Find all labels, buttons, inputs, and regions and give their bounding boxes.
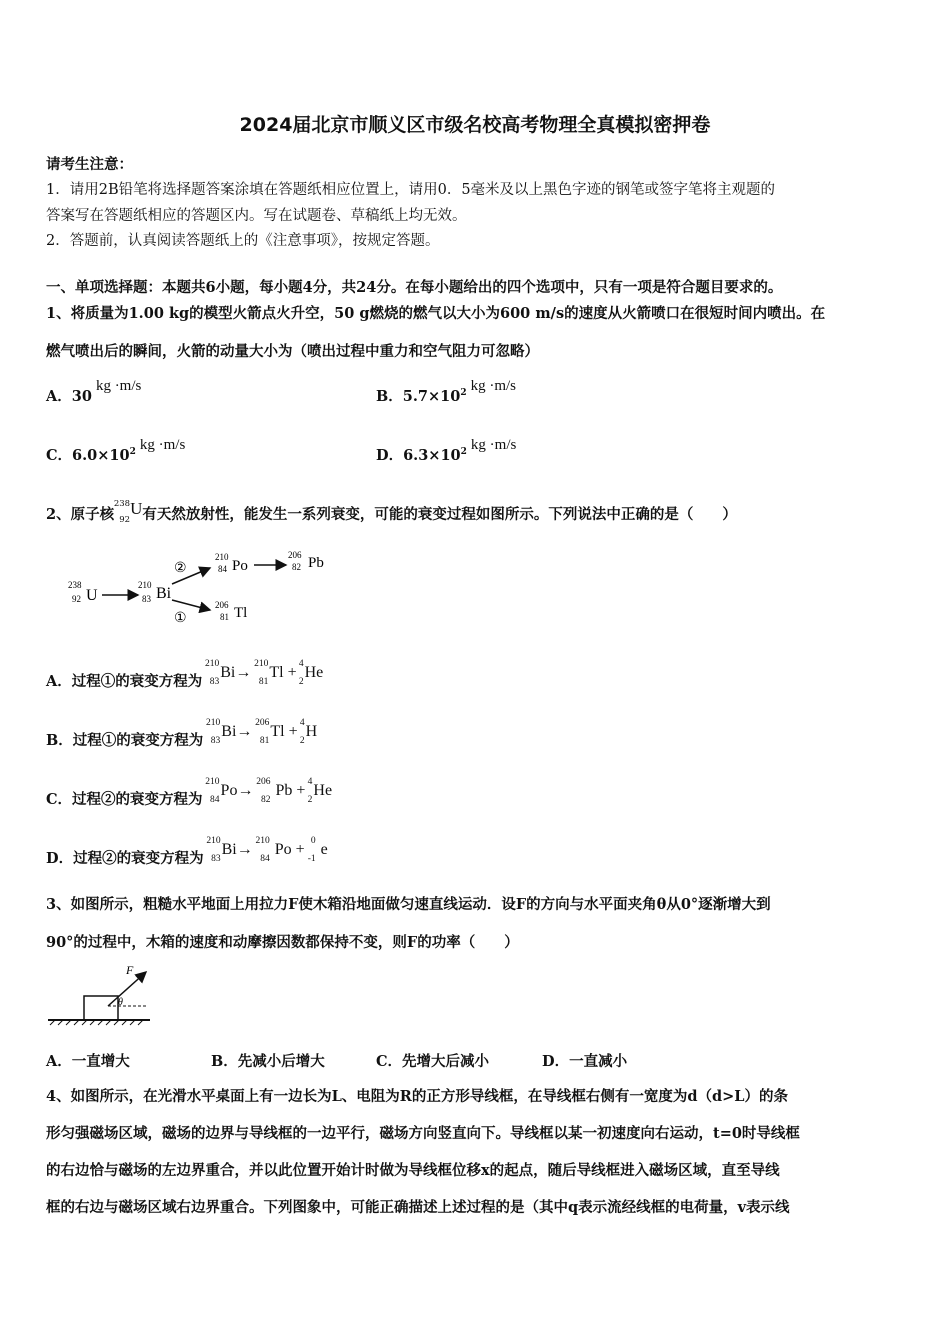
q1-option-d: D．$6.3\times 10^2$ kg ·m/s <box>376 437 517 464</box>
diagram-u-mass: 238 <box>68 580 82 590</box>
q4-stem-line-4: 框的右边与磁场区域右边界重合。下列图象中，可能正确描述上述过程的是（其中q表示流经线框的电荷量，v表示线 <box>46 1199 790 1216</box>
q1-option-a <box>46 378 142 406</box>
q1-option-a-unit: kg ·m/s <box>95 378 142 394</box>
path-1-label: ① <box>174 611 187 626</box>
q2-option-a: A．过程①的衰变方程为 210 83 Bi→ 210 81 Tl + 4 2 He <box>46 659 324 690</box>
q1-option-d-value: D．6.3×10 <box>376 447 461 464</box>
section-heading: 一、单项选择题：本题共6小题，每小题4分，共24分。在每小题给出的四个选项中，只有一项是符合题目要求的。 <box>46 279 783 296</box>
q1-option-b: B．$5.7\times 10^2$ kg ·m/s <box>376 378 516 405</box>
q1-option-b-value: B．5.7×10 <box>376 388 461 405</box>
diagram-po-num: 84 <box>218 564 227 574</box>
q1-option-c-unit: kg ·m/s <box>139 437 186 453</box>
q4-stem-line-3: 的右边恰与磁场的左边界重合，并以此位置开始计时做为导线框位移x的起点，随后导线框进入磁场区域，直至导线 <box>46 1162 780 1179</box>
diagram-pb-symbol: Pb <box>308 555 324 571</box>
q3-option-b: B．先减小后增大 <box>211 1053 325 1070</box>
q2-decay-diagram <box>60 540 350 630</box>
q1-stem-line-2: 燃气喷出后的瞬间，火箭的动量大小为（喷出过程中重力和空气阻力可忽略） <box>46 343 539 360</box>
q4-stem-line-1: 4、如图所示，在光滑水平桌面上有一边长为L、电阻为R的正方形导线框，在导线框右侧有一宽度为d（d>L）的条 <box>46 1088 788 1105</box>
q2-option-a-equation: 210 83 Bi→ 210 81 Tl + 4 2 He <box>205 659 324 687</box>
diagram-bi-mass: 210 <box>138 580 152 590</box>
diagram-bi-symbol: Bi <box>156 585 172 602</box>
notice-item-2: 2．答题前，认真阅读答题纸上的《注意事项》，按规定答题。 <box>46 233 440 249</box>
angle-label: θ <box>118 997 123 1008</box>
q2-stem: 2、原子核 238 92 U有天然放射性，能发生一系列衰变，可能的衰变过程如图所示。下列说法中正确的是（ ） <box>46 499 737 525</box>
diagram-po-mass: 210 <box>215 552 229 562</box>
diagram-u-symbol: U <box>86 587 98 604</box>
diagram-bi-num: 83 <box>142 594 151 604</box>
q2-option-c-equation: 210 84 Po→ 206 82 Pb + 4 2 He <box>205 777 333 805</box>
diagram-po-symbol: Po <box>232 558 248 574</box>
q2-option-b: B．过程①的衰变方程为 210 83 Bi→ 206 81 Tl + 4 2 H <box>46 718 318 749</box>
q1-stem-line-1: 1、将质量为1.00 kg的模型火箭点火升空，50 g燃烧的燃气以大小为600 m/s的速度从火箭喷口在很短时间内喷出。在 <box>46 305 826 322</box>
q3-stem-line-2: 90°的过程中，木箱的速度和动摩擦因数都保持不变，则F的功率（ ） <box>46 934 519 951</box>
q3-option-c: C．先增大后减小 <box>376 1053 490 1070</box>
q1-option-d-unit: kg ·m/s <box>470 437 517 453</box>
diagram-u-num: 92 <box>72 594 81 604</box>
q1-option-c-value: C．6.0×10 <box>46 447 130 464</box>
q1-option-c: C．$6.0\times 10^2$ kg ·m/s <box>46 437 186 464</box>
diagram-pb-mass: 206 <box>288 550 302 560</box>
q3-stem-line-1: 3、如图所示，粗糙水平地面上用拉力F使木箱沿地面做匀速直线运动．设F的方向与水平面夹角θ从0°逐渐增大到 <box>46 896 771 913</box>
page-title: 2024届北京市顺义区市级名校高考物理全真模拟密押卷 <box>239 114 711 136</box>
q1-option-b-unit: kg ·m/s <box>470 378 516 394</box>
q1-option-a-value: A．30 <box>46 388 92 405</box>
wooden-box <box>84 996 118 1020</box>
diagram-tl-mass: 206 <box>215 600 229 610</box>
diagram-tl-num: 81 <box>220 612 229 622</box>
q3-option-d: D．一直减小 <box>542 1053 628 1070</box>
diagram-tl-symbol: Tl <box>234 605 248 621</box>
q2-option-d-equation: 210 83 Bi→ 210 84 Po + 0 -1 e <box>206 836 328 864</box>
q4-stem-line-2: 形匀强磁场区域，磁场的边界与导线框的一边平行，磁场方向竖直向下。导线框以某一初速度向右运动，t=0时导线框 <box>46 1125 800 1142</box>
force-label: F <box>126 963 134 977</box>
q3-box-figure <box>46 962 156 1032</box>
notice-heading: 请考生注意： <box>46 156 133 173</box>
q2-option-b-equation: 210 83 Bi→ 206 81 Tl + 4 2 H <box>206 718 318 746</box>
diagram-pb-num: 82 <box>292 562 301 572</box>
path-2-label: ② <box>174 561 187 576</box>
force-arrow <box>108 972 146 1006</box>
q2-option-c: C．过程②的衰变方程为 210 84 Po→ 206 82 Pb + 4 2 He <box>46 777 333 808</box>
q2-stem-nuclide: 238 92 <box>113 499 131 525</box>
q2-option-d: D．过程②的衰变方程为 210 83 Bi→ 210 84 Po + 0 -1 e <box>46 836 328 867</box>
notice-item-1-line-2: 答案写在答题纸相应的答题区内。写在试题卷、草稿纸上均无效。 <box>46 208 467 224</box>
arrow-bi-tl <box>172 600 210 610</box>
notice-item-1-line-1: 1．请用2B铅笔将选择题答案涂填在答题纸相应位置上，请用0．5毫米及以上黑色字迹的钢笔或签字笔将主观题的 <box>46 182 776 198</box>
q3-option-a: A．一直增大 <box>46 1053 130 1070</box>
